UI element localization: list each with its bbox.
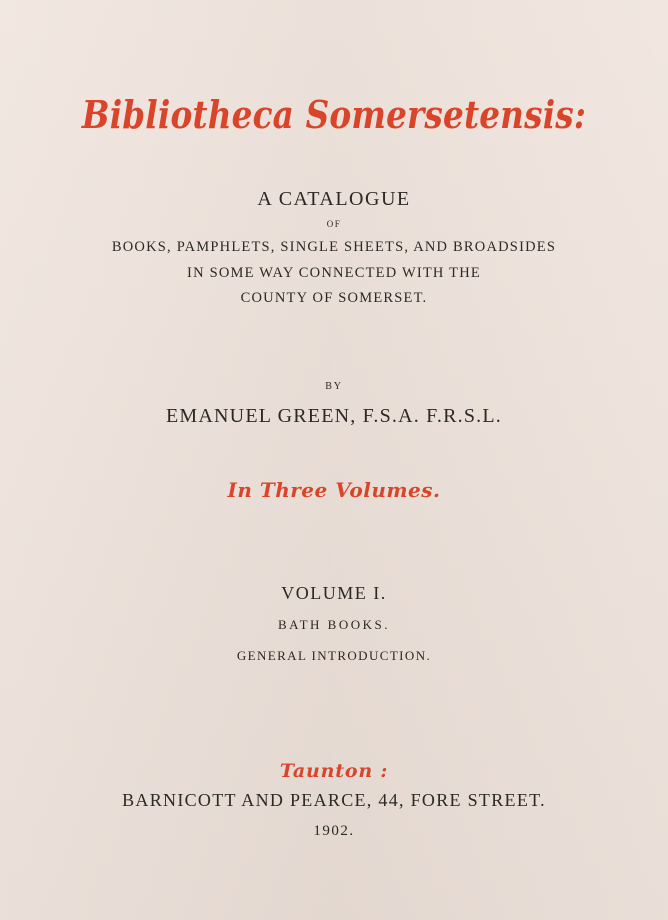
publication-place: Taunton :	[279, 760, 389, 782]
catalogue-heading: A CATALOGUE	[257, 188, 411, 210]
by-word: BY	[325, 381, 343, 392]
volume-number: VOLUME I.	[281, 583, 387, 603]
description-line-3: COUNTY OF SOMERSET.	[240, 290, 428, 306]
of-word: OF	[326, 219, 342, 229]
description-line-2: IN SOME WAY CONNECTED WITH THE	[187, 265, 481, 281]
description-line-1: BOOKS, PAMPHLETS, SINGLE SHEETS, AND BROADSIDES	[111, 239, 557, 255]
publication-year: 1902.	[313, 823, 355, 839]
book-title: Bibliotheca Somersetensis:	[81, 92, 587, 137]
author-name: EMANUEL GREEN, F.S.A. F.R.S.L.	[166, 405, 502, 427]
publisher-line: BARNICOTT AND PEARCE, 44, FORE STREET.	[122, 790, 546, 810]
volumes-note: In Three Volumes.	[227, 478, 441, 502]
volume-part-bath-books: BATH BOOKS.	[277, 617, 390, 632]
volume-part-introduction: GENERAL INTRODUCTION.	[236, 648, 432, 663]
